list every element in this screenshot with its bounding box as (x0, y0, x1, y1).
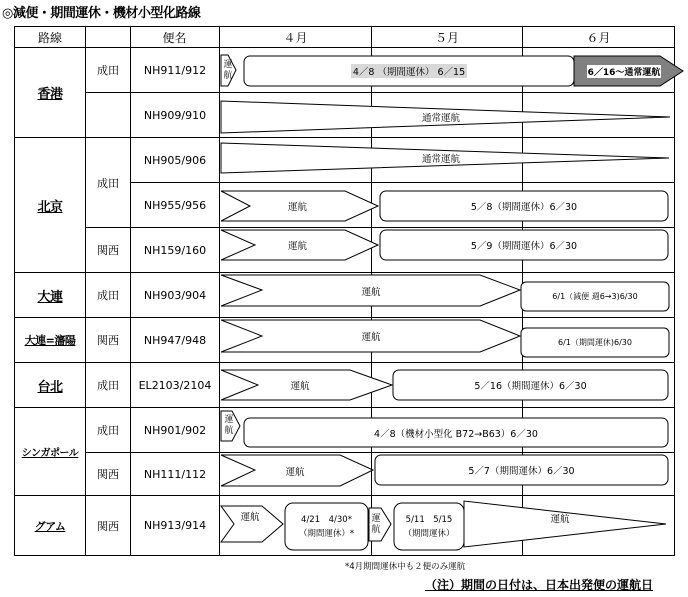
flight-number: NH111/112 (143, 467, 207, 481)
airport-dalian-shenyang-kansai: 関西 (97, 334, 119, 347)
bar-label: 6／16～通常運航 (574, 56, 674, 86)
flight-number: NH903/904 (143, 288, 207, 302)
header-month-june: ６月 (586, 30, 611, 45)
bar-label: 運 航 (223, 59, 233, 81)
bar-label: 4/21 4/30* （期間運休）* (298, 515, 355, 539)
bar-label: 6/1（期間運休)6/30 (558, 338, 632, 347)
bar-label: 5/11 5/15 （期間運休） (403, 515, 455, 539)
bar-label: 5／8（期間運休）6／30 (470, 202, 578, 213)
airport-guam-kansai: 関西 (97, 519, 119, 533)
flight-number: NH913/914 (143, 519, 207, 532)
airport-beijing-kansai: 関西 (97, 244, 119, 257)
route-singapore: シンガポール (21, 448, 79, 459)
route-hongkong: 香港 (37, 87, 63, 102)
bar-label: 通常運航 (421, 113, 460, 124)
route-taipei: 台北 (37, 379, 63, 395)
bar-label: 運航 (287, 202, 307, 213)
flight-number: NH159/160 (143, 243, 207, 257)
bar-label: 5／7（期間運休）6／30 (468, 466, 575, 477)
airport-singapore-narita: 成田 (97, 424, 119, 437)
airport-singapore-kansai: 関西 (97, 468, 119, 481)
flight-number: NH905/906 (143, 153, 207, 167)
bar-label: 運航 (550, 514, 570, 525)
footnote-date-note: （注）期間の日付は、日本出発便の運航日 (425, 578, 654, 592)
route-dalian-shenyang: 大連=瀋陽 (24, 334, 76, 347)
flight-number: NH901/902 (143, 423, 207, 437)
route-beijing: 北京 (37, 199, 63, 215)
airport-beijing-narita: 成田 (97, 176, 119, 190)
bar-label: 4／8 （期間運休） 6／15 (244, 56, 574, 86)
bar-label: 運 航 (371, 513, 381, 535)
flight-number: NH955/956 (143, 198, 207, 212)
bar-label: 通常運航 (421, 154, 460, 165)
bar-label: 6/1（減便 週6→3)6/30 (552, 292, 638, 301)
flight-number: NH911/912 (143, 63, 207, 77)
bar-label: 運航 (361, 286, 381, 298)
page-title: ◎減便・期間運休・機材小型化路線 (2, 6, 201, 21)
header-route: 路線 (37, 30, 62, 45)
flight-number: EL2103/2104 (138, 378, 212, 392)
flight-number: NH947/948 (143, 333, 207, 347)
flight-number: NH909/910 (143, 108, 207, 122)
bar-label: 4／8（機材小型化 B72→B63）6／30 (374, 428, 538, 440)
route-guam: グアム (34, 519, 66, 533)
header-month-may: ５月 (434, 30, 459, 45)
bar-label: 運航 (290, 381, 310, 392)
bar-label: 5／9（期間運休）6／30 (470, 241, 578, 252)
header-flight: 便名 (162, 30, 187, 45)
bar-label: 運航 (240, 512, 260, 523)
bar-label: 運 航 (224, 415, 234, 436)
airport-taipei-narita: 成田 (97, 379, 119, 392)
airport-dalian-narita: 成田 (97, 289, 119, 302)
header-month-april: ４月 (283, 30, 308, 45)
bar-label: 5／16（期間運休）6／30 (474, 381, 587, 392)
airport-hongkong-narita: 成田 (97, 64, 119, 77)
bar-label: 運航 (361, 332, 381, 343)
route-dalian: 大連 (37, 289, 63, 305)
footnote-april-note: *4月期間運休中も２便のみ運航 (345, 562, 466, 572)
bar-label: 運航 (287, 241, 307, 252)
bar-label: 運航 (285, 466, 305, 478)
